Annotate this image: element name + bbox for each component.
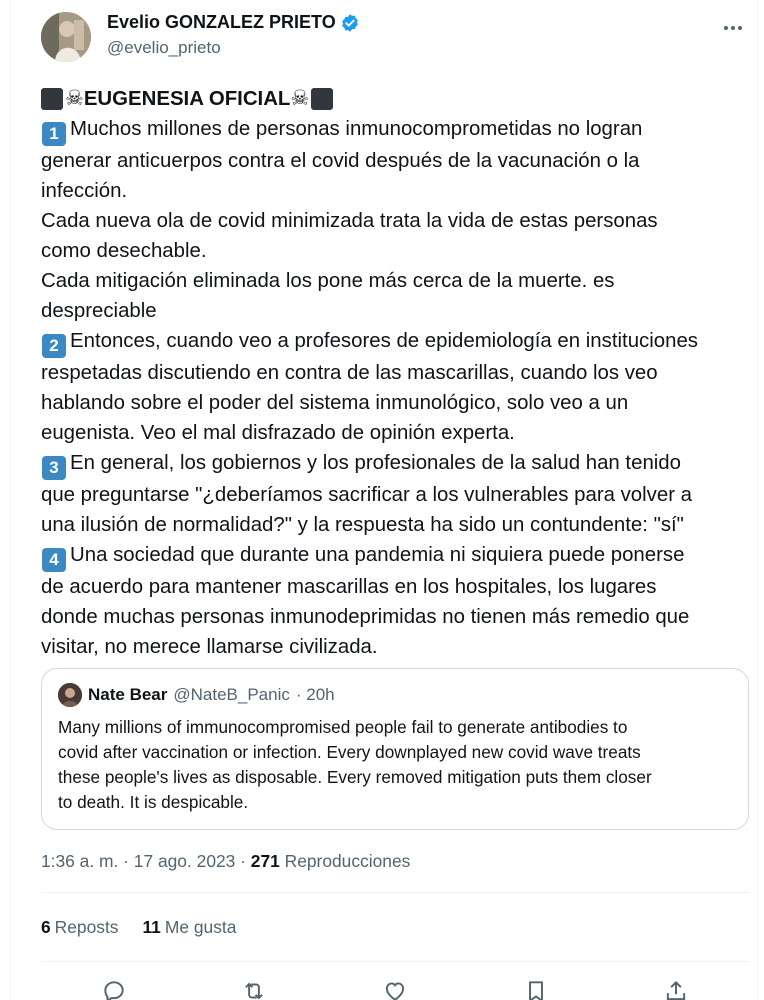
keycap-one-icon: 1: [42, 122, 66, 146]
reposts-label: Reposts: [54, 917, 119, 937]
reposts-stat[interactable]: [41, 917, 118, 938]
paragraph-2-text: Entonces, cuando veo a profesores de epidemiología en instituciones respetadas discutiendo en contra de las mascarillas, cuando los veo hablando sobre el poder del sistema inmunológico, solo veo a un eugenista. Veo el mal disfrazado de opinión experta.: [41, 330, 698, 444]
more-dots-icon[interactable]: [719, 16, 747, 40]
keycap-three-icon: 3: [42, 456, 66, 480]
author-handle[interactable]: @evelio_prieto: [107, 38, 221, 57]
tweet-timestamp[interactable]: 1:36 a. m. · 17 ago. 2023 ·: [41, 851, 251, 871]
likes-count: 11: [142, 917, 161, 937]
tweet-body: [41, 84, 753, 662]
quote-author-handle: @NateB_Panic: [173, 685, 290, 704]
divider: [41, 961, 749, 962]
author-name[interactable]: Evelio GONZALEZ PRIETO: [107, 12, 336, 32]
repost-icon[interactable]: [241, 978, 267, 1000]
likes-label: Me gusta: [164, 917, 237, 937]
heart-icon[interactable]: [382, 978, 408, 1000]
tweet-container: [10, 0, 758, 1000]
tweet-paragraph-3: [41, 448, 753, 540]
keycap-four-icon: 4: [42, 548, 66, 572]
skull-crossbones-icon: ☠: [65, 87, 84, 110]
reply-icon[interactable]: [101, 978, 127, 1000]
tweet-header: [41, 10, 761, 66]
skull-crossbones-icon: ☠: [290, 87, 310, 110]
share-icon[interactable]: [663, 978, 689, 1000]
author-avatar[interactable]: [41, 12, 91, 62]
tweet-title-line: [41, 84, 753, 114]
quote-author-avatar: [58, 683, 82, 707]
quote-time: · 20h: [295, 685, 335, 704]
tweet-paragraph-2: [41, 326, 753, 448]
likes-stat[interactable]: [142, 917, 236, 938]
black-square-icon: [41, 88, 63, 110]
bookmark-icon[interactable]: [523, 978, 549, 1000]
keycap-two-icon: 2: [42, 334, 66, 358]
tweet-title: EUGENESIA OFICIAL: [83, 88, 291, 110]
tweet-paragraph-4: [41, 540, 753, 662]
tweet-stats: [41, 917, 236, 938]
black-square-icon: [311, 88, 333, 110]
quoted-tweet[interactable]: [41, 668, 749, 830]
paragraph-4-text: Una sociedad que durante una pandemia ni siquiera puede ponerse de acuerdo para mantener mascarillas en los hospitales, los lugares donde muchas personas inmunodeprimidas no tienen más remedio que visitar, no merece llamarse civilizada.: [41, 544, 690, 658]
views-label: Reproducciones: [279, 851, 411, 871]
quote-text: Many millions of immunocompromised people fail to generate antibodies to covid after vaccination or infection. Every downplayed new covid wave treats these people's lives as disposable. Every removed mitigation puts them closer to death. It is despicable.: [58, 717, 652, 812]
divider: [41, 892, 749, 893]
views-count: 271: [250, 851, 280, 871]
verified-badge-icon: [340, 13, 360, 33]
reposts-count: 6: [41, 917, 51, 937]
action-bar: [41, 972, 749, 1000]
quote-author-name: Nate Bear: [88, 685, 168, 704]
tweet-meta: [41, 851, 410, 872]
tweet-paragraph-1: [41, 114, 753, 326]
paragraph-3-text: En general, los gobiernos y los profesionales de la salud han tenido que preguntarse "¿deberíamos sacrificar a los vulnerables para volver a una ilusión de normalidad?" y la respuesta ha sido un contundente: "sí": [41, 452, 693, 536]
paragraph-1-text: Muchos millones de personas inmunocomprometidas no logran generar anticuerpos contra el covid después de la vacunación o la infección. Cada nueva ola de covid minimizada trata la vida de estas personas como desechable. Cada mitigación eliminada los pone más cerca de la muerte. es despreciable: [41, 118, 658, 322]
